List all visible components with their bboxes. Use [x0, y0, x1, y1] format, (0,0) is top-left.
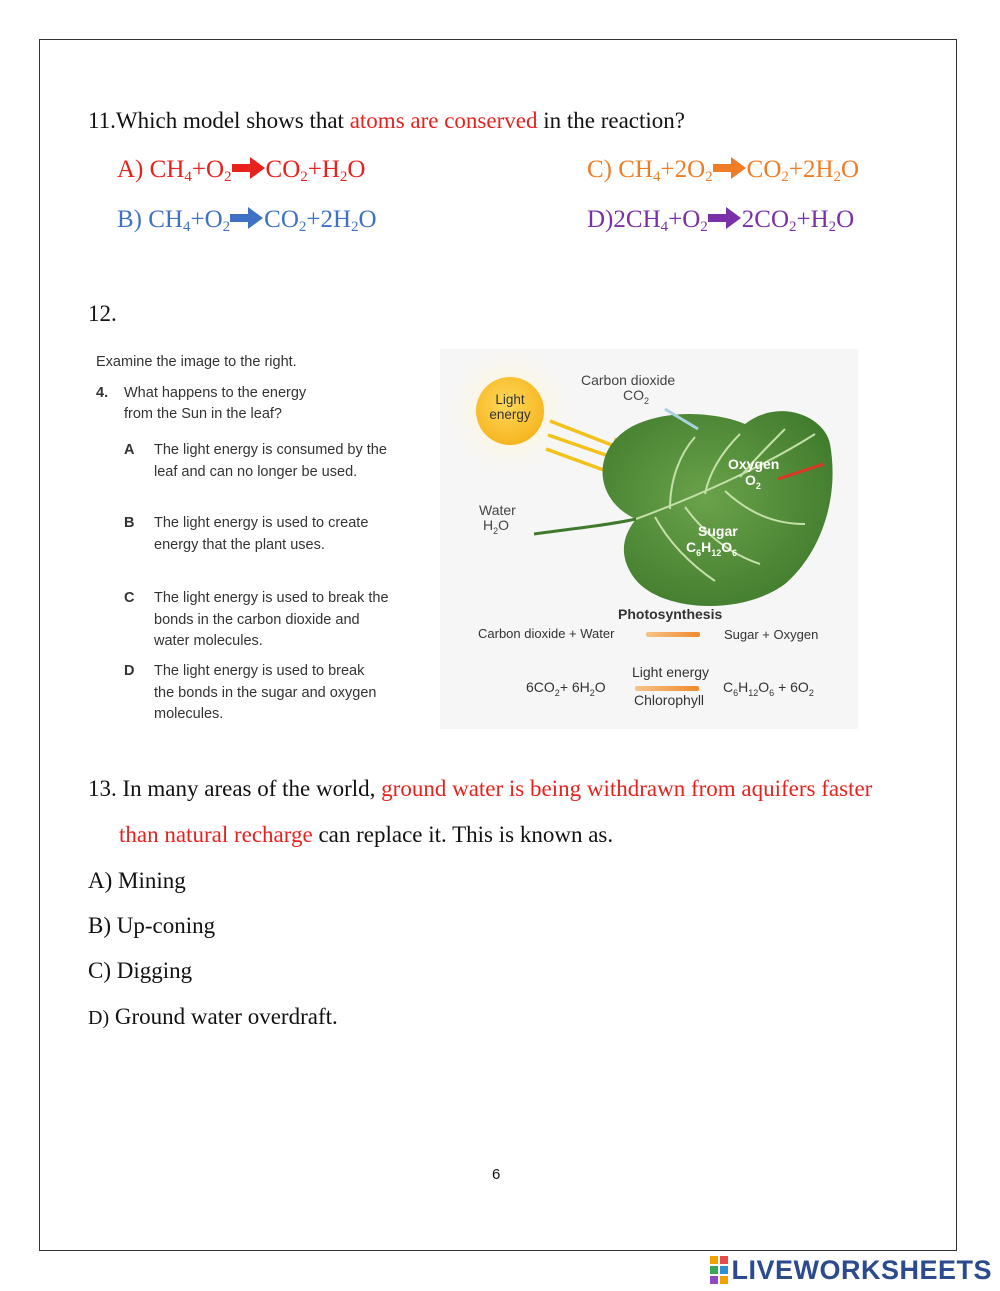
sun-label: Light energy — [489, 392, 531, 422]
q11-option-c[interactable]: C) $CH_4+2O_2$ $CO_2+2H_2O$ — [587, 156, 860, 185]
question-11-text: 11.Which model shows that atoms are conserved in the reaction? — [88, 108, 685, 133]
sugar-formula: $C_6H_{12}O_6$ — [686, 539, 738, 558]
question-12-number: 12. — [88, 301, 117, 326]
leaf — [603, 411, 833, 606]
water-label: Water — [479, 502, 516, 518]
formula-equation-arrow — [635, 686, 699, 691]
photosynthesis-figure — [440, 349, 858, 729]
question-13-line2: than natural recharge can replace it. This is known as. — [119, 822, 614, 847]
q13-option-a[interactable]: A) Mining — [88, 868, 186, 893]
leaf-stem — [534, 519, 636, 534]
formula-left: $6CO_2+ 6H_2O$ — [526, 679, 606, 698]
blue-arrow-icon — [230, 206, 264, 230]
word-equation-left: Carbon dioxide + Water — [478, 626, 615, 641]
sugar-label: Sugar — [698, 523, 738, 539]
oxygen-label: Oxygen — [728, 456, 780, 472]
choice-a-letter: A — [124, 442, 135, 458]
q12-intro: Examine the image to the right. — [96, 354, 297, 370]
oxygen-formula: $O_2$ — [745, 472, 761, 491]
page-number: 6 — [492, 1166, 501, 1183]
co2-label: Carbon dioxide — [581, 372, 676, 388]
choice-b-letter: B — [124, 515, 135, 531]
choice-b-text[interactable]: The light energy is used to create energy that the plant uses. — [154, 515, 369, 553]
q13-option-b[interactable]: B) Up-coning — [88, 913, 216, 938]
figure-title: Photosynthesis — [618, 606, 723, 622]
choice-c-text[interactable]: The light energy is used to break the bonds in the carbon dioxide and water molecules. — [154, 590, 389, 649]
word-equation-right: Sugar + Oxygen — [724, 627, 819, 642]
choice-a-text[interactable]: The light energy is consumed by the leaf and can no longer be used. — [154, 442, 387, 480]
q12-item-number: 4. — [96, 385, 109, 401]
choice-d-letter: D — [124, 663, 135, 679]
q11-option-d[interactable]: $D)2CH_4+O_2$ $2CO_2+H_2O$ — [587, 206, 855, 235]
q13-option-c[interactable]: C) Digging — [88, 958, 193, 983]
q12-item-question-line2: from the Sun in the leaf? — [124, 406, 282, 422]
purple-arrow-icon — [708, 206, 742, 230]
choice-d-text[interactable]: The light energy is used to break the bonds in the sugar and oxygen molecules. — [154, 663, 377, 722]
q11-option-a[interactable]: A) $CH_4+O_2$ $CO_2+H_2O$ — [117, 156, 366, 185]
q13-option-d[interactable]: D) Ground water overdraft. — [88, 1004, 338, 1029]
formula-above-arrow: Light energy — [632, 664, 710, 680]
orange-arrow-icon — [713, 156, 747, 180]
word-equation-arrow — [646, 632, 700, 637]
formula-below-arrow: Chlorophyll — [634, 692, 705, 708]
logo-blocks-icon — [710, 1256, 728, 1284]
brand-name: LIVEWORKSHEETS — [731, 1254, 992, 1285]
choice-c-letter: C — [124, 590, 135, 606]
formula-right: $C_6H_{12}O_6 + 6O_2$ — [723, 679, 814, 698]
q11-option-b[interactable]: B) $CH_4+O_2$ $CO_2+2H_2O$ — [117, 206, 377, 235]
question-13-line1: 13. In many areas of the world, ground water is being withdrawn from aquifers faster — [88, 776, 873, 801]
red-arrow-icon — [232, 156, 266, 180]
q12-item-question-line1: What happens to the energy — [124, 385, 307, 401]
water-formula: $H_2O$ — [483, 517, 510, 536]
liveworksheets-logo[interactable] — [710, 1254, 992, 1286]
co2-formula: $CO_2$ — [623, 387, 650, 406]
